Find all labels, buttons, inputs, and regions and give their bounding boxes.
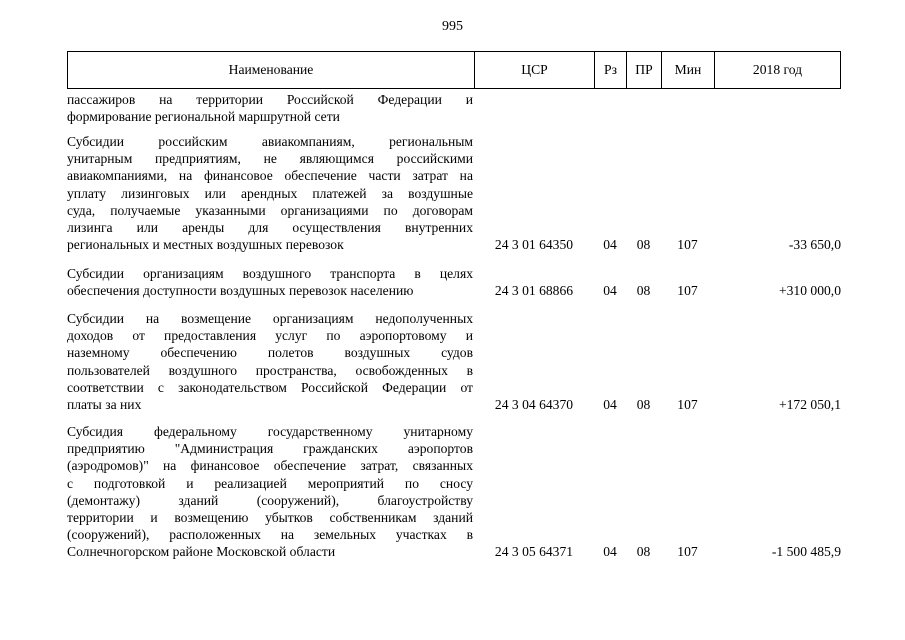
header-name: Наименование (228, 62, 314, 77)
table-row (67, 423, 841, 561)
row-name-line: наземному обеспечению полетов воздушных судов (67, 345, 473, 361)
row-name (67, 91, 473, 125)
row-amount: -1 500 485,9 (771, 544, 841, 560)
row-rz: 04 (603, 283, 617, 299)
row-name-line: с подготовкой и реализацией мероприятий по сносу (67, 475, 473, 491)
row-name-line: пользователей воздушного пространства, освобожденных в (67, 362, 473, 378)
header-min: Мин (661, 52, 714, 88)
table-header (67, 51, 841, 89)
row-pr: 08 (636, 397, 651, 412)
row-name-line: уплату лизинговых или арендных платежей за воздушные (67, 185, 473, 201)
row-name-line: территории и возмещению убытков собственникам зданий (67, 510, 473, 526)
header-rz: Рз (594, 52, 626, 88)
row-csr: 24 3 05 64371 (494, 544, 574, 560)
row-min: 107 (677, 397, 698, 412)
row-amount: -33 650,0 (788, 237, 841, 253)
row-name-line: Субсидии на возмещение организациям недополученных (67, 311, 473, 326)
row-name-line: (сооружений), расположенных на земельных участках в (67, 527, 473, 543)
row-name-line: Солнечногорском районе Московской области (67, 544, 336, 560)
row-amount: +310 000,0 (778, 283, 841, 299)
row-name-line: региональных и местных воздушных перевозок (67, 237, 344, 253)
row-min: 107 (677, 237, 698, 253)
table-row (67, 265, 841, 299)
row-rz: 04 (603, 544, 617, 560)
row-csr: 24 3 01 64350 (494, 237, 574, 253)
row-name-line: авиакомпаниями, на финансовое обеспечение части затрат на (67, 168, 473, 184)
table-row (67, 91, 841, 125)
header-pr: ПР (626, 52, 661, 88)
row-name-line: доходов от предоставления услуг по аэропортовому и (67, 328, 473, 344)
row-amount: +172 050,1 (778, 397, 841, 412)
row-name (67, 310, 473, 413)
row-name-line: лизинга или аренды для осуществления внутренних (67, 220, 473, 236)
header-csr: ЦСР (474, 52, 594, 88)
row-min: 107 (677, 544, 698, 560)
row-name-line: Субсидии российским авиакомпаниям, региональным (67, 134, 473, 149)
row-csr: 24 3 01 68866 (494, 283, 574, 299)
row-name-line: обеспечения доступности воздушных перевозок населению (67, 283, 414, 299)
row-name (67, 265, 473, 299)
row-name-line: Субсидия федеральному государственному унитарному (67, 424, 473, 439)
row-name-line: Субсидии организациям воздушного транспорта в целях (67, 266, 473, 281)
row-name-line: формирование региональной маршрутной сети (67, 109, 340, 125)
row-rz: 04 (603, 237, 617, 253)
row-name-line: платы за них (67, 397, 142, 413)
row-csr: 24 3 04 64370 (494, 397, 574, 412)
row-pr: 08 (636, 283, 651, 299)
row-name-line: (аэродромов)" на финансовое обеспечение затрат, связанных (67, 458, 473, 474)
row-name-line: предприятию "Администрация гражданских аэропортов (67, 441, 473, 457)
row-name-line: (демонтажу) зданий (сооружений), благоустройству (67, 492, 473, 508)
row-name-line: пассажиров на территории Российской Федерации и (67, 92, 473, 107)
table-row (67, 133, 841, 253)
row-name-line: суда, получаемые указанными организациями по договорам (67, 202, 473, 218)
row-name-line: соответствии с законодательством Российской Федерации от (67, 379, 473, 395)
row-name (67, 133, 473, 253)
header-year: 2018 год (714, 52, 840, 88)
row-pr: 08 (636, 237, 651, 253)
row-pr: 08 (636, 544, 651, 560)
page-number: 995 (442, 19, 463, 34)
row-name-line: унитарным предприятиям, не являющимся российскими (67, 151, 473, 167)
row-name (67, 423, 473, 561)
table-row (67, 310, 841, 413)
row-min: 107 (677, 283, 698, 299)
row-rz: 04 (603, 397, 617, 412)
